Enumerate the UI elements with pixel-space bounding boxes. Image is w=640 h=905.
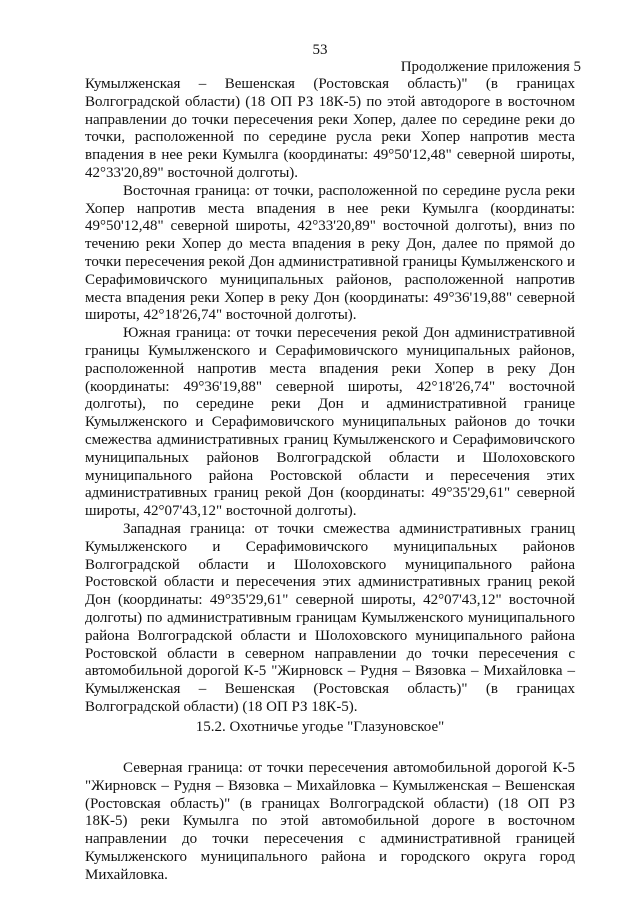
- paragraph-continuation: Кумылженская – Вешенская (Ростовская область)" (в границах Волгоградской области) (18 ОП РЗ 18К-5) по этой автодороге в восточном направлении до точки пересечения реки Хопер, далее по середине реки до точки, расположенной по середине русла реки Хопер напротив места впадения в нее реки Кумылга (координаты: 49°50'12,48" северной широты, 42°33'20,89" восточной долготы).: [85, 76, 575, 181]
- section-heading: 15.2. Охотничье угодье "Глазуновское": [195, 719, 445, 735]
- section-body: [85, 760, 575, 885]
- page-number: 53: [312, 42, 328, 58]
- paragraph-south-boundary: Южная граница: от точки пересечения рекой Дон административной границы Кумылженского и Серафимовичского муниципальных районов, расположенной напротив места впадения реки Хопер в реку Дон (координаты: 49°36'19,88" северной широты, 42°18'26,74" восточной долготы), по середине реки Дон и административной границе Кумылженского и Серафимовичского муниципальных районов до точки смежества административных границ Кумылженского и Серафимовичского муниципальных районов Волгоградской области и Шолоховского муниципального района Ростовской области и пересечения этих административных границ рекой Дон (координаты: 49°35'29,61" северной широты, 42°07'43,12" восточной долготы).: [85, 325, 575, 520]
- paragraph-east-boundary: Восточная граница: от точки, расположенной по середине русла реки Хопер напротив места впадения в нее реки Кумылга (координаты: 49°50'12,48" северной широты, 42°33'20,89" восточной долготы), вниз по течению реки Хопер до места впадения в реку Дон, далее по прямой до точки пересечения рекой Дон административной границы Кумылженского и Серафимовичского муниципальных районов, расположенной напротив места впадения реки Хопер в реку Дон (координаты: 49°36'19,88" северной широты, 42°18'26,74" восточной долготы).: [85, 182, 575, 324]
- boundary-description: [85, 76, 575, 717]
- appendix-note: Продолжение приложения 5: [400, 59, 581, 75]
- paragraph-north-boundary: Северная граница: от точки пересечения автомобильной дорогой К-5 "Жирновск – Рудня – Вязовка – Михайловка – Кумылженская – Вешенская (Ростовская область)" (в границах Волгоградской области) (18 ОП РЗ 18К-5) реки Кумылга по этой автомобильной дороге в восточном направлении до точки пересечения с административной границей Кумылженского муниципального района и городского округа город Михайловка.: [85, 760, 575, 883]
- paragraph-west-boundary: Западная граница: от точки смежества административных границ Кумылженского и Серафимовичского муниципальных районов Волгоградской области и Шолоховского муниципального района Ростовской области и пересечения этих административных границ рекой Дон (координаты: 49°35'29,61" северной широты, 42°07'43,12" восточной долготы) по административным границам Кумылженского муниципального района Волгоградской области и Шолоховского муниципального района Ростовской области в северном направлении до точки пересечения с автомобильной дорогой К-5 "Жирновск – Рудня – Вязовка – Михайловка – Кумылженская – Вешенская (Ростовская область)" (в границах Волгоградской области) (18 ОП РЗ 18К-5).: [85, 520, 575, 715]
